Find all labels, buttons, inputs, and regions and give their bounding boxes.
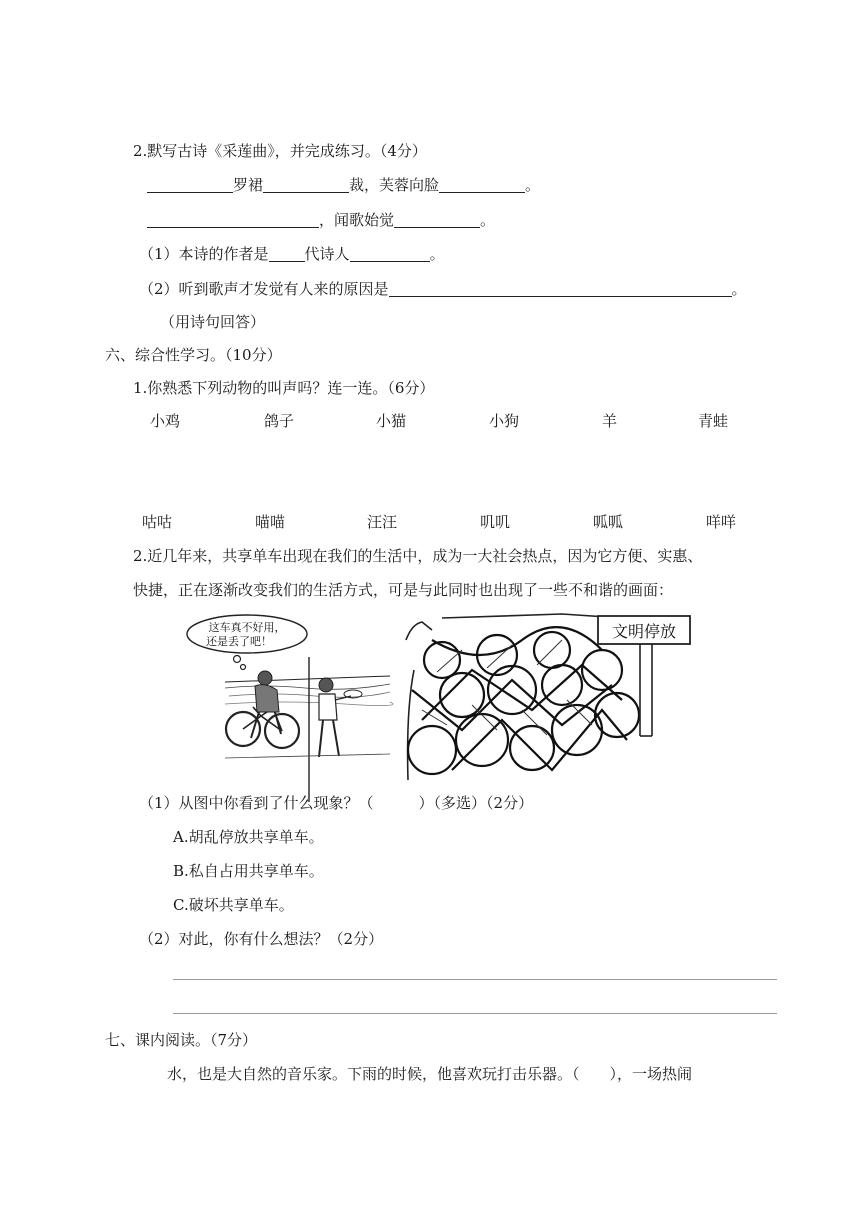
sound-miaomiao[interactable]: 喵喵 (255, 513, 286, 531)
question-2-sub-2: （2）听到歌声才发觉有人来的原因是 。 (139, 280, 747, 298)
speech-bubble-line-2: 还是丢了吧！ (206, 635, 272, 648)
answer-blank[interactable] (147, 212, 319, 228)
poem-line-2 (147, 210, 495, 230)
animal-sheep[interactable]: 羊 (602, 412, 618, 430)
animal-dog[interactable]: 小狗 (489, 412, 520, 430)
sound-jiji[interactable]: 叽叽 (480, 513, 511, 531)
animal-cat[interactable]: 小猫 (376, 412, 407, 430)
poem-line-1 (147, 175, 540, 195)
answer-blank[interactable] (394, 212, 480, 228)
question-1-title: 1.你熟悉下列动物的叫声吗？连一连。（6分） (133, 379, 435, 397)
sound-gugu[interactable]: 咕咕 (142, 513, 173, 531)
answer-line[interactable] (173, 1013, 777, 1014)
animal-pigeon[interactable]: 鸽子 (264, 412, 295, 430)
illustration-messy-parking (402, 610, 702, 785)
option-c[interactable]: C.破坏共享单车。 (173, 896, 294, 914)
poem-text: 。 (525, 176, 541, 194)
question-2-sub-1: （1）本诗的作者是 代诗人 。 (139, 245, 445, 263)
section-6-title: 六、综合性学习。（10分） (105, 346, 282, 364)
answer-blank[interactable] (350, 246, 430, 262)
option-b[interactable]: B.私自占用共享单车。 (173, 862, 324, 880)
question-2-note: （用诗句回答） (160, 313, 266, 331)
question-2-sub-1: （1）从图中你看到了什么现象？（ ）（多选）（2分） (139, 794, 534, 812)
answer-line[interactable] (173, 979, 777, 980)
answer-blank[interactable] (147, 177, 233, 193)
sound-miemie[interactable]: 咩咩 (706, 513, 737, 531)
animal-chick[interactable]: 小鸡 (150, 412, 181, 430)
section-7-title: 七、课内阅读。（7分） (105, 1031, 258, 1049)
answer-blank[interactable] (269, 246, 305, 262)
answer-blank[interactable] (389, 281, 732, 297)
sound-guagua[interactable]: 呱呱 (593, 513, 624, 531)
question-2-title: 2.默写古诗《采莲曲》，并完成练习。（4分） (133, 142, 427, 160)
animal-frog[interactable]: 青蛙 (698, 412, 729, 430)
sound-wangwang[interactable]: 汪汪 (367, 513, 398, 531)
poem-text: 。 (480, 211, 496, 229)
reading-passage-line: 水，也是大自然的音乐家。下雨的时候，他喜欢玩打击乐器。（ ），一场热闹 (167, 1065, 693, 1083)
illustration-abandon-bike (185, 612, 397, 812)
parking-sign-text: 文明停放 (611, 622, 677, 641)
poem-text: 裁，芙蓉向脸 (349, 176, 440, 194)
poem-text: ，闻歌始觉 (319, 211, 395, 229)
option-a[interactable]: A.胡乱停放共享单车。 (173, 828, 324, 846)
poem-text: 罗裙 (233, 176, 264, 194)
question-2-text-line-1: 2.近几年来，共享单车出现在我们的生活中，成为一大社会热点，因为它方便、实惠、 (133, 547, 703, 565)
answer-blank[interactable] (263, 177, 349, 193)
question-2-text-line-2: 快捷，正在逐渐改变我们的生活方式，可是与此同时也出现了一些不和谐的画面： (133, 581, 674, 599)
speech-bubble-line-1: 这车真不好用， (208, 621, 286, 634)
question-2-sub-2: （2）对此，你有什么想法？（2分） (139, 930, 384, 948)
answer-blank[interactable] (439, 177, 525, 193)
